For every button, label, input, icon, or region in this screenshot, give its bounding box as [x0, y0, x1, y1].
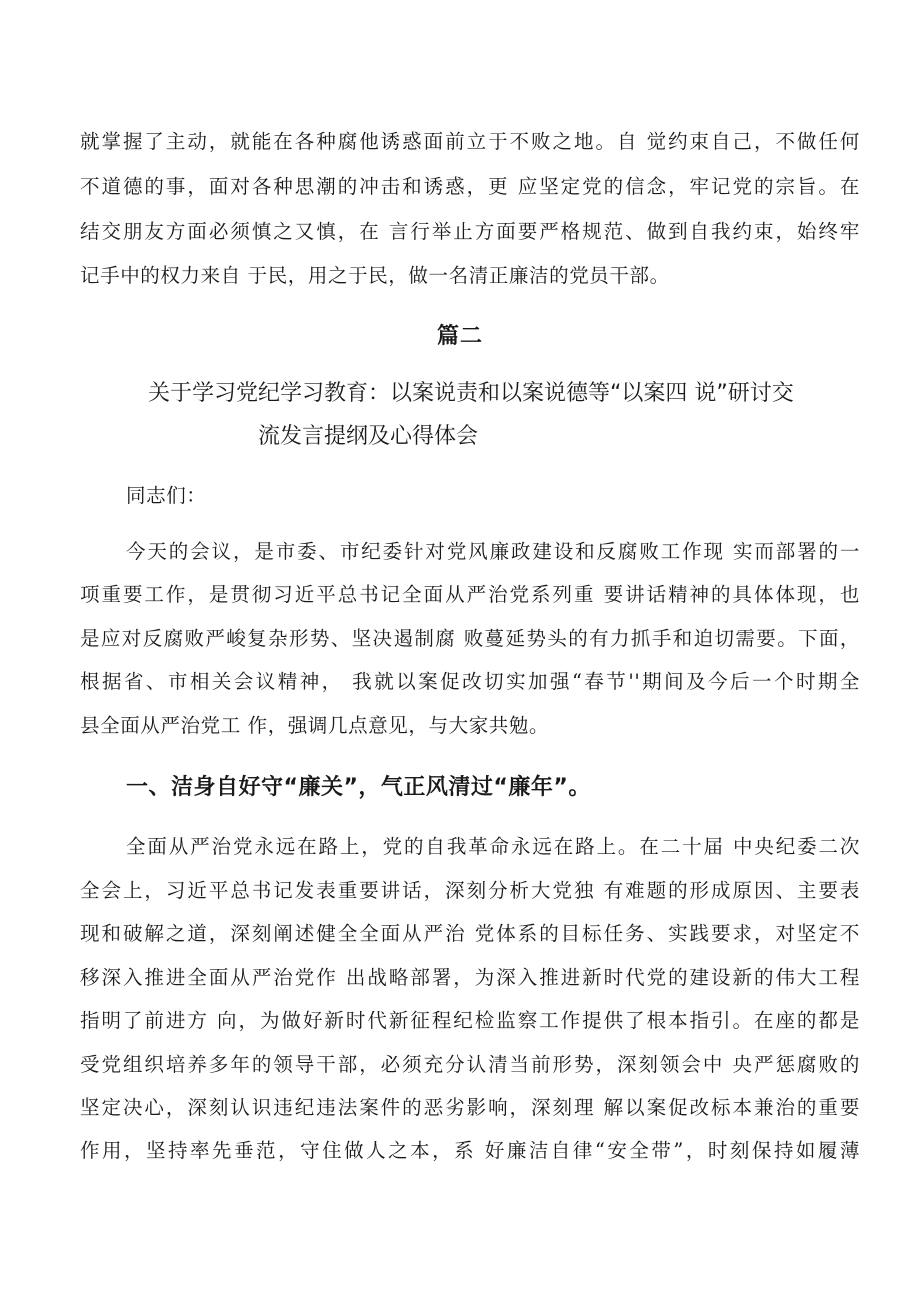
section-label: 篇二 [436, 324, 483, 349]
text-line: 根据省、市相关会议精神， 我就以案促改切实加强“春节''期间及今后一个时期全 [80, 670, 860, 693]
text-line: 受党组织培养多年的领导干部，必须充分认清当前形势，深刻领会中 央严惩腐败的 [80, 1053, 860, 1076]
text-line: 作用，坚持率先垂范，守住做人之本，系 好廉洁自律“安全带”，时刻保持如履薄 [80, 1139, 860, 1162]
text-line: 是应对反腐败严峻复杂形势、坚决遏制腐 败蔓延势头的有力抓手和迫切需要。下面， [80, 627, 860, 650]
text-line: 今天的会议，是市委、市纪委针对党风廉政建设和反腐败工作现 实而部署的一 [126, 540, 860, 563]
text-line: 不道德的事，面对各种思潮的冲击和诱惑，更 应坚定党的信念，牢记党的宗旨。在 [80, 175, 860, 198]
text-line: 就掌握了主动，就能在各种腐他诱惑面前立于不败之地。自 觉约束自己，不做任何 [80, 130, 860, 153]
text-line: 指明了前进方 向，为做好新时代新征程纪检监察工作提供了根本指引。在座的都是 [80, 1009, 860, 1032]
text-line: 现和破解之道，深刻阐述健全全面从严治 党体系的目标任务、实践要求，对坚定不 [80, 922, 860, 945]
text-line: 全会上，习近平总书记发表重要讲话，深刻分析大党独 有难题的形成原因、主要表 [80, 879, 860, 902]
text-line: 全面从严治党永远在路上，党的自我革命永远在路上。在二十届 中央纪委二次 [126, 835, 860, 858]
title-line: 关于学习党纪学习教育：以案说责和以案说德等“以案四 说”研讨交 [148, 381, 794, 406]
text-line: 移深入推进全面从严治党作 出战略部署，为深入推进新时代党的建设新的伟大工程 [80, 966, 860, 989]
text-line: 记手中的权力来自 于民，用之于民，做一名清正廉洁的党员干部。 [80, 264, 670, 287]
text-line: 坚定决心，深刻认识违纪违法案件的恶劣影响，深刻理 解以案促改标本兼治的重要 [80, 1096, 860, 1119]
greeting: 同志们： [126, 484, 207, 507]
section-heading: 一、洁身自好守“廉关”，气正风清过“廉年”。 [126, 775, 591, 800]
text-line: 结交朋友方面必须慎之又慎，在 言行举止方面要严格规范、做到自我约束，始终牢 [80, 220, 860, 243]
text-line: 项重要工作，是贯彻习近平总书记全面从严治党系列重 要讲话精神的具体体现，也 [80, 583, 860, 606]
text-line: 县全面从严治党工 作，强调几点意见，与大家共勉。 [80, 714, 550, 737]
title-line: 流发言提纲及心得体会 [258, 424, 479, 449]
